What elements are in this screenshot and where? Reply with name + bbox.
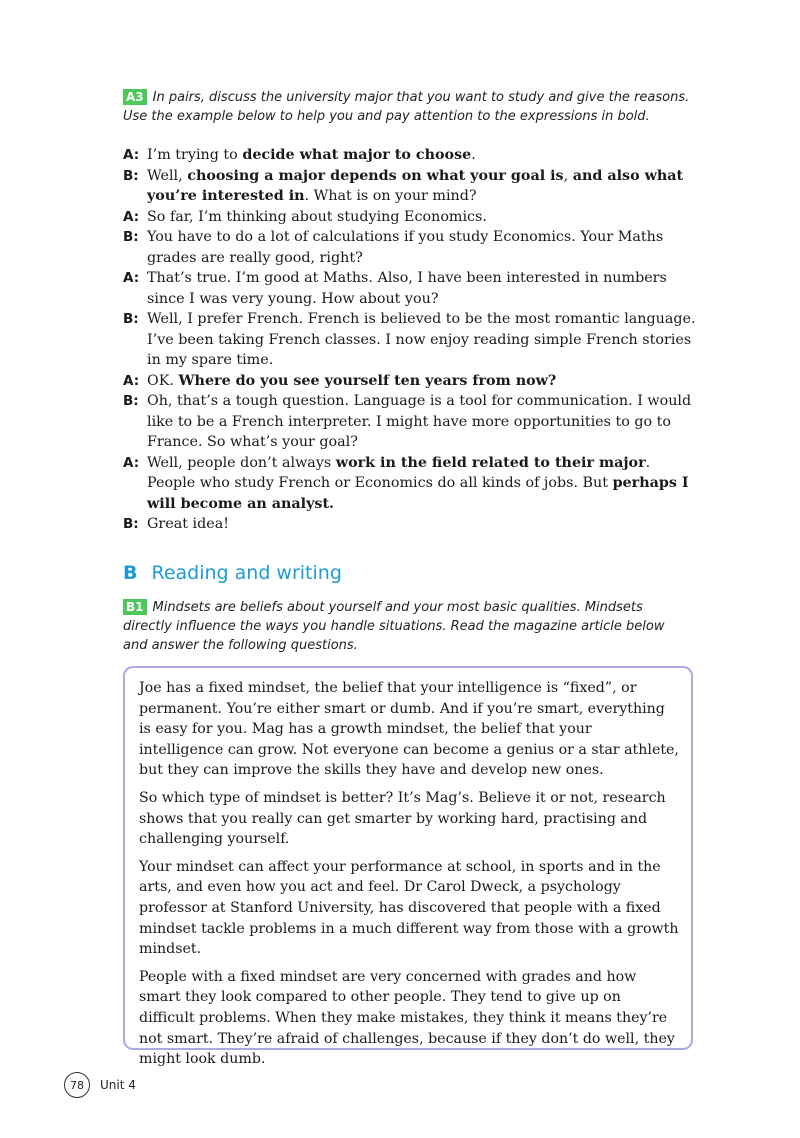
- speaker-label: B:: [123, 167, 139, 184]
- dialogue-line: [123, 166, 698, 207]
- utterance-text: Great idea!: [147, 516, 229, 532]
- utterance-text: Well, people don’t always: [147, 454, 336, 471]
- utterance: [147, 391, 698, 453]
- task-b1-label: B1: [123, 599, 147, 615]
- utterance-text: Well,: [147, 167, 188, 184]
- section-b-title: [123, 562, 342, 584]
- page-footer: [64, 1072, 136, 1098]
- article-paragraph: People with a fixed mindset are very concerned with grades and how smart they look compared to other people. They tend to give up on difficult problems. When they make mistakes, they think it means they’re not smart. They’re afraid of challenges, because if they don’t do well, they might look dumb.: [139, 968, 675, 1068]
- utterance-text: Oh, that’s a tough question. Language is a tool for communication. I would like to be a French interpreter. I might have more opportunities to go to France. So what’s your goal?: [147, 393, 692, 450]
- task-a3: [123, 88, 693, 126]
- utterance-text: OK.: [147, 372, 179, 389]
- task-a3-instruction: In pairs, discuss the university major that you want to study and give the reasons. Use the example below to help you and pay attention to the expressions in bold.: [123, 90, 690, 124]
- section-b-letter: B: [123, 562, 138, 584]
- unit-label: Unit 4: [100, 1078, 136, 1092]
- speaker-label: A:: [123, 372, 140, 389]
- dialogue: [123, 145, 698, 535]
- bold-expression: work in the field related to their major: [335, 454, 646, 471]
- speaker-label: A:: [123, 454, 140, 471]
- dialogue-line: [123, 227, 698, 268]
- dialogue-line: [123, 268, 698, 309]
- article-box: [123, 666, 693, 1068]
- utterance-text: . What is on your mind?: [304, 188, 477, 204]
- utterance: [147, 268, 698, 309]
- speaker-label: B:: [123, 229, 139, 245]
- speaker-label: B:: [123, 516, 139, 532]
- dialogue-line: [123, 453, 698, 515]
- dialogue-line: [123, 145, 698, 166]
- utterance: [147, 166, 698, 207]
- speaker-label: A:: [123, 270, 140, 286]
- speaker-label: A:: [123, 147, 140, 163]
- task-a3-label: A3: [123, 89, 147, 105]
- article-paragraph: Joe has a fixed mindset, the belief that your intelligence is “fixed”, or permanent. You’re either smart or dumb. And if you’re smart, everything is easy for you. Mag has a growth mindset, the belief that your intelligence can grow. Not everyone can become a genius or a star athlete, but they can improve the skills they have and develop new ones.: [139, 680, 679, 779]
- utterance-text: . People who study French or Economics do all kinds of jobs. But: [147, 454, 651, 491]
- utterance-text: I’m trying to: [147, 147, 243, 163]
- bold-expression: and also what you’re interested in: [147, 167, 684, 204]
- page-number: 78: [64, 1072, 90, 1098]
- dialogue-line: [123, 514, 698, 535]
- utterance-text: That’s true. I’m good at Maths. Also, I have been interested in numbers since I was very young. How about you?: [147, 270, 667, 307]
- utterance: [147, 207, 698, 228]
- utterance: [147, 453, 698, 515]
- bold-expression: decide what major to choose: [242, 147, 472, 163]
- bold-expression: choosing a major depends on what your goal is: [187, 167, 564, 184]
- utterance-text: ,: [563, 167, 573, 184]
- speaker-label: B:: [123, 393, 139, 409]
- utterance: [147, 514, 698, 535]
- dialogue-line: [123, 391, 698, 453]
- utterance: [147, 145, 698, 166]
- dialogue-line: [123, 371, 698, 392]
- utterance: [147, 371, 698, 392]
- utterance-text: .: [471, 147, 476, 163]
- utterance: [147, 227, 698, 268]
- speaker-label: B:: [123, 311, 139, 327]
- task-b1: [123, 598, 693, 655]
- article-paragraph: So which type of mindset is better? It’s Mag’s. Believe it or not, research shows that you really can get smarter by working hard, practising and challenging yourself.: [139, 789, 666, 848]
- speaker-label: A:: [123, 208, 140, 225]
- utterance-text: So far, I’m thinking about studying Economics.: [147, 208, 487, 225]
- bold-expression: Where do you see yourself ten years from now?: [178, 372, 557, 389]
- utterance: [147, 309, 698, 371]
- article-paragraph: Your mindset can affect your performance at school, in sports and in the arts, and even how you act and feel. Dr Carol Dweck, a psychology professor at Stanford University, has discovered that people with a fixed mindset tackle problems in a much different way from those with a growth mindset.: [139, 858, 679, 958]
- utterance-text: Well, I prefer French. French is believed to be the most romantic language. I’ve been taking French classes. I now enjoy reading simple French stories in my spare time.: [147, 311, 696, 368]
- dialogue-line: [123, 309, 698, 371]
- task-b1-instruction: Mindsets are beliefs about yourself and your most basic qualities. Mindsets directly influence the ways you handle situations. Read the magazine article below and answer the following questions.: [123, 600, 665, 653]
- bold-expression: perhaps I will become an analyst.: [147, 475, 689, 512]
- section-b-heading: Reading and writing: [151, 562, 342, 584]
- dialogue-line: [123, 207, 698, 228]
- utterance-text: You have to do a lot of calculations if you study Economics. Your Maths grades are really good, right?: [147, 229, 664, 266]
